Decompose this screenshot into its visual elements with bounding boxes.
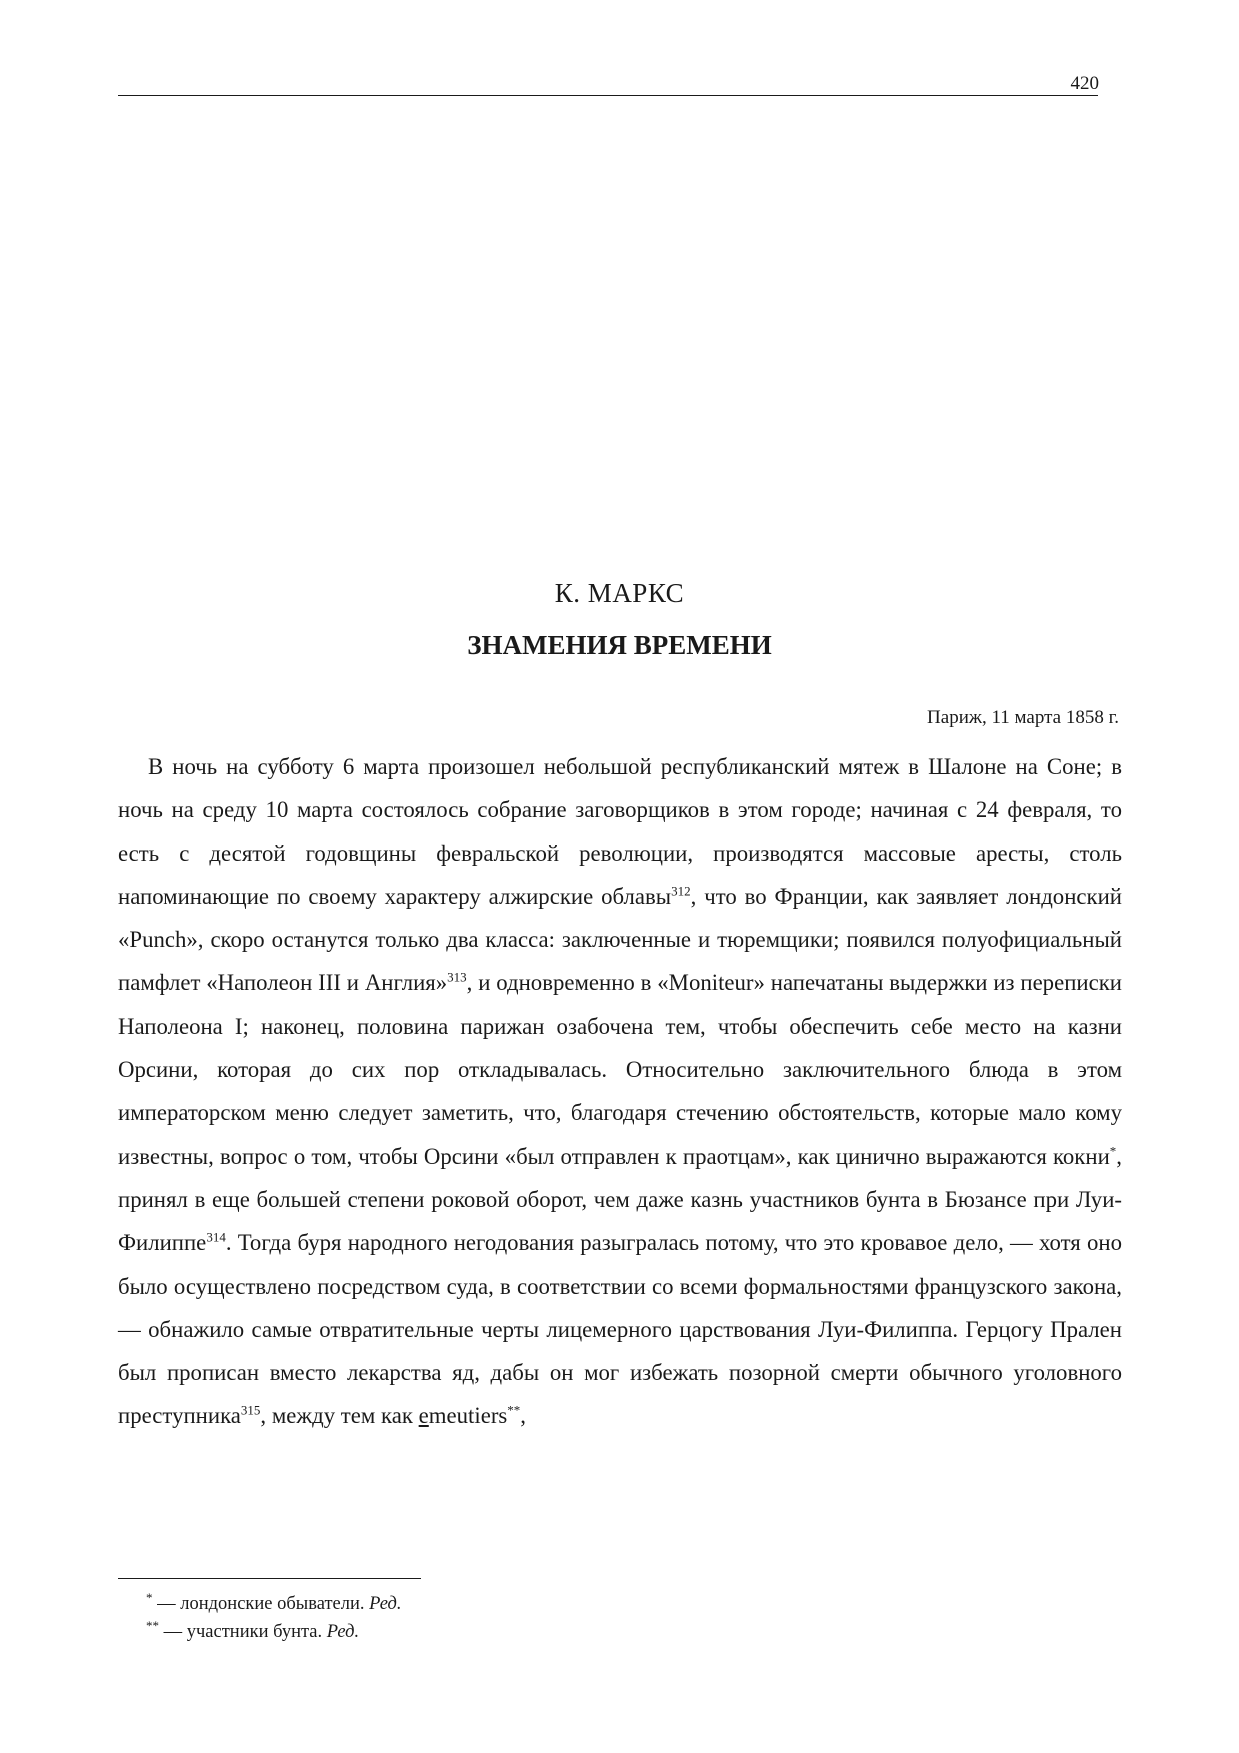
body-text-run: . Тогда буря народного негодования разыгралась потому, что это кровавое дело, — хотя оно было осуществлено посредством суда, в соответствии со всеми формальностями французского закона, — обнажило самые отвратительные черты лицемерного царствования Луи-Филиппа. Герцогу Прален был прописан вместо лекарства яд, дабы он мог избежать позорной смерти обычного уголовного преступника xyxy=(118,1230,1122,1429)
body-text-run: , что во Франции, как заявляет лондонский «Punch», скоро останутся только два класса: заключенные и тюремщики; появился полуофициальный памфлет «Наполеон III и Англия» xyxy=(118,883,1122,996)
footnote-ref: * xyxy=(1109,1143,1117,1159)
footnote-ref: ** xyxy=(507,1402,521,1418)
article-title: ЗНАМЕНИЯ ВРЕМЕНИ xyxy=(467,630,772,660)
footnote-ref: 312 xyxy=(671,883,691,899)
body-text-run: , xyxy=(520,1403,526,1429)
body-paragraph xyxy=(118,745,1122,1438)
footnote-text: — лондонские обыватели. xyxy=(152,1594,370,1614)
body-text-run: , и одновременно в «Moniteur» напечатаны выдержки из переписки Наполеона I; наконец, половина парижан озабочена тем, чтобы обеспечить себе место на казни Орсини, которая до сих пор откладывалась. Относительно заключительного блюда в этом императорском меню следует заметить, что, благодаря стечению обстоятельств, которые мало кому известны, вопрос о том, чтобы Орсини «был отправлен к праотцам», как цинично выражаются кокни xyxy=(118,970,1122,1169)
footnote-rule xyxy=(118,1578,421,1579)
footnote-text: — участники бунта. xyxy=(159,1622,327,1642)
body-text-run: В ночь на субботу 6 марта произошел небольшой республиканский мятеж в Шалоне на Соне; в ночь на среду 10 марта состоялось собрание заговорщиков в этом городе; начиная с 24 февраля, то есть с десятой годовщины февральской революции, производятся массовые аресты, столь напоминающие по своему характеру алжирские облавы xyxy=(118,754,1122,909)
footnote-item xyxy=(146,1618,402,1646)
dateline: Париж, 11 марта 1858 г. xyxy=(927,707,1119,728)
underlined-letter: e xyxy=(418,1403,429,1429)
body-text-run: , между тем как xyxy=(260,1403,419,1429)
footnote-ref: 315 xyxy=(240,1402,261,1418)
page-number: 420 xyxy=(1070,73,1099,94)
footnote-mark: * xyxy=(146,1589,153,1605)
body-text-run: , принял в еще большей степени роковой оборот, чем даже казнь участников бунта в Бюзансе при Луи-Филиппе xyxy=(118,1143,1122,1256)
footnote-editor-note: Ред. xyxy=(326,1622,360,1642)
author-name: К. МАРКС xyxy=(554,578,685,608)
footnote-item xyxy=(146,1590,402,1618)
header-rule xyxy=(118,95,1098,96)
footnotes xyxy=(146,1590,402,1646)
footnote-ref: 313 xyxy=(447,969,467,985)
footnote-ref: 314 xyxy=(206,1229,226,1245)
footnote-editor-note: Ред. xyxy=(369,1594,402,1614)
body-text-run: meutiers xyxy=(428,1403,508,1429)
footnote-mark: ** xyxy=(146,1617,159,1633)
